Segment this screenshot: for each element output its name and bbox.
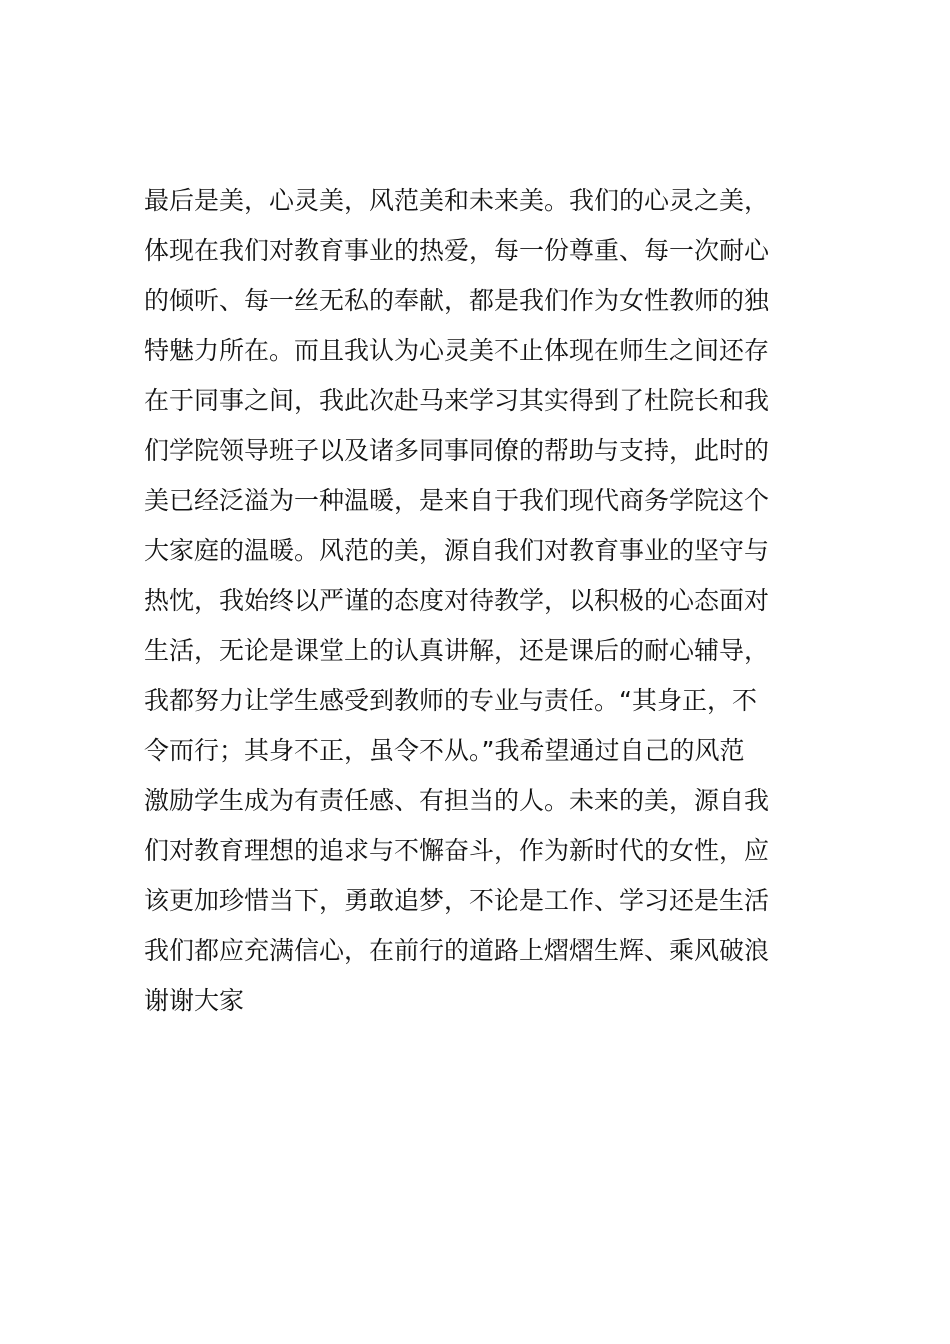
- text-line: 激励学生成为有责任感、有担当的人。未来的美，源自我: [144, 786, 770, 815]
- text-line: 特魅力所在。而且我认为心灵美不止体现在师生之间还存: [144, 336, 770, 365]
- text-line: 热忱，我始终以严谨的态度对待教学，以积极的心态面对: [144, 586, 770, 615]
- text-line: 该更加珍惜当下，勇敢追梦，不论是工作、学习还是生活: [144, 886, 770, 915]
- text-line: 我都努力让学生感受到教师的专业与责任。“其身正，不: [144, 686, 757, 715]
- text-line: 美已经泛溢为一种温暖，是来自于我们现代商务学院这个: [144, 486, 770, 515]
- text-line: 体现在我们对教育事业的热爱，每一份尊重、每一次耐心: [144, 236, 770, 265]
- text-line: 生活，无论是课堂上的认真讲解，还是课后的耐心辅导，: [144, 636, 770, 665]
- closing-line: 谢谢大家: [144, 986, 245, 1015]
- body-paragraph: [144, 176, 824, 1026]
- text-line: 令而行；其身不正，虽令不从。”我希望通过自己的风范: [144, 736, 745, 765]
- text-line: 最后是美，心灵美，风范美和未来美。我们的心灵之美，: [144, 186, 770, 215]
- text-line: 的倾听、每一丝无私的奉献，都是我们作为女性教师的独: [144, 286, 770, 315]
- text-line: 大家庭的温暖。风范的美，源自我们对教育事业的坚守与: [144, 536, 770, 565]
- text-line: 们对教育理想的追求与不懈奋斗，作为新时代的女性，应: [144, 836, 770, 865]
- text-line: 我们都应充满信心，在前行的道路上熠熠生辉、乘风破浪: [144, 936, 770, 965]
- text-line: 在于同事之间，我此次赴马来学习其实得到了杜院长和我: [144, 386, 770, 415]
- text-line: 们学院领导班子以及诸多同事同僚的帮助与支持，此时的: [144, 436, 770, 465]
